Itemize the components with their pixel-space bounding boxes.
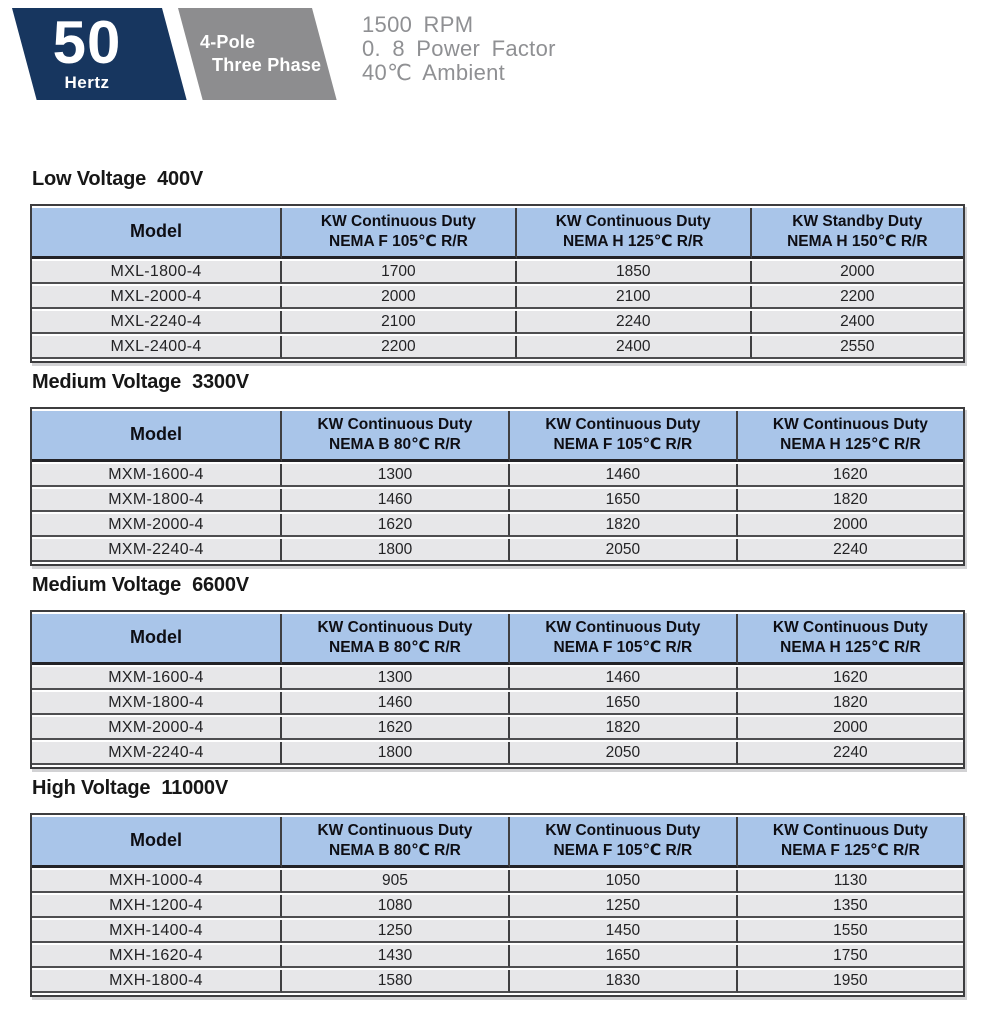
model-cell: MXM-2000-4 <box>32 514 282 537</box>
header-row <box>32 208 963 259</box>
kw-value-cell: 1750 <box>738 945 963 968</box>
table-row <box>32 667 963 690</box>
column-header <box>32 614 282 665</box>
table-row <box>32 717 963 740</box>
kw-value-cell: 1460 <box>282 489 510 512</box>
column-header-line2: NEMA F 105℃ R/R <box>553 436 693 453</box>
kw-value-cell: 2000 <box>738 717 963 740</box>
kw-value-cell: 905 <box>282 870 510 893</box>
kw-value-cell: 1820 <box>738 489 963 512</box>
column-header <box>738 614 963 665</box>
pole-phase-badge <box>178 8 337 100</box>
pole-phase-badge-content <box>178 8 334 116</box>
table-row <box>32 692 963 715</box>
kw-value-cell: 1800 <box>282 742 510 765</box>
spec-table <box>30 610 965 769</box>
column-header-line2: NEMA F 105℃ R/R <box>553 639 693 656</box>
header-row <box>32 817 963 868</box>
column-header-line1: Model <box>130 830 182 851</box>
column-header <box>510 817 738 868</box>
section-title <box>32 371 965 394</box>
kw-value-cell: 2200 <box>282 336 517 359</box>
section-voltage: 400V <box>157 168 204 190</box>
kw-value-cell: 1620 <box>282 514 510 537</box>
section-voltage: 3300V <box>192 371 249 393</box>
kw-value-cell: 1950 <box>738 970 963 993</box>
column-header <box>517 208 752 259</box>
model-cell: MXH-1200-4 <box>32 895 282 918</box>
kw-value-cell: 1650 <box>510 489 738 512</box>
column-header-line2: NEMA F 125℃ R/R <box>781 842 920 859</box>
section-title <box>32 168 965 191</box>
table-row <box>32 870 963 893</box>
kw-value-cell: 1850 <box>517 261 752 284</box>
column-header <box>510 614 738 665</box>
column-header-line2: NEMA H 150℃ R/R <box>787 233 928 250</box>
column-header-line1: KW Continuous Duty <box>545 415 701 433</box>
model-cell: MXM-2240-4 <box>32 742 282 765</box>
column-header-line2: NEMA F 105℃ R/R <box>329 233 468 250</box>
kw-value-cell: 1460 <box>510 464 738 487</box>
column-header-line2: NEMA B 80℃ R/R <box>329 842 461 859</box>
hertz-badge <box>12 8 187 100</box>
kw-value-cell: 2100 <box>282 311 517 334</box>
column-header-line1: KW Continuous Duty <box>772 618 928 636</box>
model-cell: MXM-2000-4 <box>32 717 282 740</box>
table-row <box>32 742 963 765</box>
table-row <box>32 286 963 309</box>
model-cell: MXM-1800-4 <box>32 692 282 715</box>
table-row <box>32 261 963 284</box>
column-header <box>32 817 282 868</box>
section-title-text: Medium Voltage <box>32 574 182 596</box>
model-cell: MXM-1800-4 <box>32 489 282 512</box>
model-cell: MXL-2400-4 <box>32 336 282 359</box>
table-row <box>32 311 963 334</box>
kw-value-cell: 2200 <box>752 286 963 309</box>
kw-value-cell: 1250 <box>282 920 510 943</box>
column-header-line2: NEMA B 80℃ R/R <box>329 639 461 656</box>
section-title-text: Low Voltage <box>32 168 147 190</box>
voltage-tables <box>30 160 965 997</box>
model-cell: MXL-2240-4 <box>32 311 282 334</box>
header-row <box>32 411 963 462</box>
column-header-line1: KW Continuous Duty <box>545 618 701 636</box>
spec-line: 0. 8 Power Factor <box>362 36 556 61</box>
column-header-line1: KW Continuous Duty <box>772 821 928 839</box>
kw-value-cell: 1350 <box>738 895 963 918</box>
table-row <box>32 895 963 918</box>
hertz-value: 50 <box>52 9 122 77</box>
voltage-section <box>30 574 965 769</box>
column-header <box>738 817 963 868</box>
kw-value-cell: 1550 <box>738 920 963 943</box>
section-voltage: 6600V <box>192 574 249 596</box>
kw-value-cell: 2000 <box>738 514 963 537</box>
model-cell: MXH-1800-4 <box>32 970 282 993</box>
kw-value-cell: 1830 <box>510 970 738 993</box>
spec-table <box>30 407 965 566</box>
kw-value-cell: 1620 <box>738 464 963 487</box>
column-header-line1: KW Continuous Duty <box>320 212 476 230</box>
column-header-line1: KW Continuous Duty <box>317 821 473 839</box>
section-title <box>32 777 965 800</box>
column-header-line1: Model <box>130 424 182 445</box>
kw-value-cell: 2240 <box>738 742 963 765</box>
kw-value-cell: 1050 <box>510 870 738 893</box>
column-header <box>32 411 282 462</box>
model-cell: MXL-1800-4 <box>32 261 282 284</box>
column-header <box>282 411 510 462</box>
kw-value-cell: 1080 <box>282 895 510 918</box>
column-header-line2: NEMA B 80℃ R/R <box>329 436 461 453</box>
kw-value-cell: 1650 <box>510 945 738 968</box>
column-header-line1: KW Continuous Duty <box>317 415 473 433</box>
column-header <box>282 614 510 665</box>
model-cell: MXM-1600-4 <box>32 667 282 690</box>
pole-label: 4-Pole <box>200 31 256 52</box>
model-cell: MXL-2000-4 <box>32 286 282 309</box>
kw-value-cell: 1250 <box>510 895 738 918</box>
voltage-section <box>30 168 965 363</box>
column-header-line1: Model <box>130 221 182 242</box>
column-header <box>510 411 738 462</box>
kw-value-cell: 2550 <box>752 336 963 359</box>
kw-value-cell: 1300 <box>282 667 510 690</box>
kw-value-cell: 1620 <box>282 717 510 740</box>
hertz-badge-content <box>12 8 162 104</box>
column-header-line1: Model <box>130 627 182 648</box>
kw-value-cell: 1450 <box>510 920 738 943</box>
hertz-unit-label: Hertz <box>64 72 110 92</box>
model-cell: MXM-1600-4 <box>32 464 282 487</box>
model-cell: MXH-1400-4 <box>32 920 282 943</box>
column-header <box>752 208 963 259</box>
kw-value-cell: 1430 <box>282 945 510 968</box>
column-header-line2: NEMA H 125℃ R/R <box>780 639 921 656</box>
table-row <box>32 945 963 968</box>
kw-value-cell: 1700 <box>282 261 517 284</box>
kw-value-cell: 1130 <box>738 870 963 893</box>
column-header <box>32 208 282 259</box>
kw-value-cell: 2400 <box>752 311 963 334</box>
kw-value-cell: 2000 <box>752 261 963 284</box>
kw-value-cell: 1580 <box>282 970 510 993</box>
kw-value-cell: 1620 <box>738 667 963 690</box>
section-title <box>32 574 965 597</box>
column-header-line1: KW Standby Duty <box>792 212 923 230</box>
table-row <box>32 464 963 487</box>
phase-label: Three Phase <box>212 55 322 75</box>
kw-value-cell: 2050 <box>510 742 738 765</box>
header-row <box>32 614 963 665</box>
column-header <box>282 817 510 868</box>
spec-table <box>30 204 965 363</box>
table-row <box>32 514 963 537</box>
column-header-line1: KW Continuous Duty <box>555 212 711 230</box>
kw-value-cell: 1460 <box>510 667 738 690</box>
kw-value-cell: 1650 <box>510 692 738 715</box>
column-header <box>282 208 517 259</box>
column-header-line2: NEMA H 125℃ R/R <box>780 436 921 453</box>
section-voltage: 11000V <box>161 777 228 799</box>
column-header-line1: KW Continuous Duty <box>545 821 701 839</box>
section-title-text: High Voltage <box>32 777 151 799</box>
model-cell: MXH-1620-4 <box>32 945 282 968</box>
table-row <box>32 970 963 993</box>
column-header-line2: NEMA H 125℃ R/R <box>562 233 704 250</box>
model-cell: MXH-1000-4 <box>32 870 282 893</box>
kw-value-cell: 1820 <box>738 692 963 715</box>
voltage-section <box>30 777 965 997</box>
spec-line: 1500 RPM <box>362 12 474 37</box>
spec-list <box>362 13 556 85</box>
voltage-section <box>30 371 965 566</box>
table-row <box>32 539 963 562</box>
kw-value-cell: 1460 <box>282 692 510 715</box>
kw-value-cell: 2050 <box>510 539 738 562</box>
column-header-line2: NEMA F 105℃ R/R <box>553 842 693 859</box>
spec-table <box>30 813 965 997</box>
table-row <box>32 489 963 512</box>
kw-value-cell: 2400 <box>517 336 752 359</box>
kw-value-cell: 2000 <box>282 286 517 309</box>
kw-value-cell: 2240 <box>517 311 752 334</box>
table-row <box>32 920 963 943</box>
column-header-line1: KW Continuous Duty <box>772 415 928 433</box>
section-title-text: Medium Voltage <box>32 371 182 393</box>
column-header <box>738 411 963 462</box>
kw-value-cell: 1800 <box>282 539 510 562</box>
kw-value-cell: 2100 <box>517 286 752 309</box>
spec-line: 40℃ Ambient <box>362 60 506 85</box>
kw-value-cell: 1300 <box>282 464 510 487</box>
kw-value-cell: 1820 <box>510 514 738 537</box>
column-header-line1: KW Continuous Duty <box>317 618 473 636</box>
table-row <box>32 336 963 359</box>
kw-value-cell: 1820 <box>510 717 738 740</box>
kw-value-cell: 2240 <box>738 539 963 562</box>
model-cell: MXM-2240-4 <box>32 539 282 562</box>
